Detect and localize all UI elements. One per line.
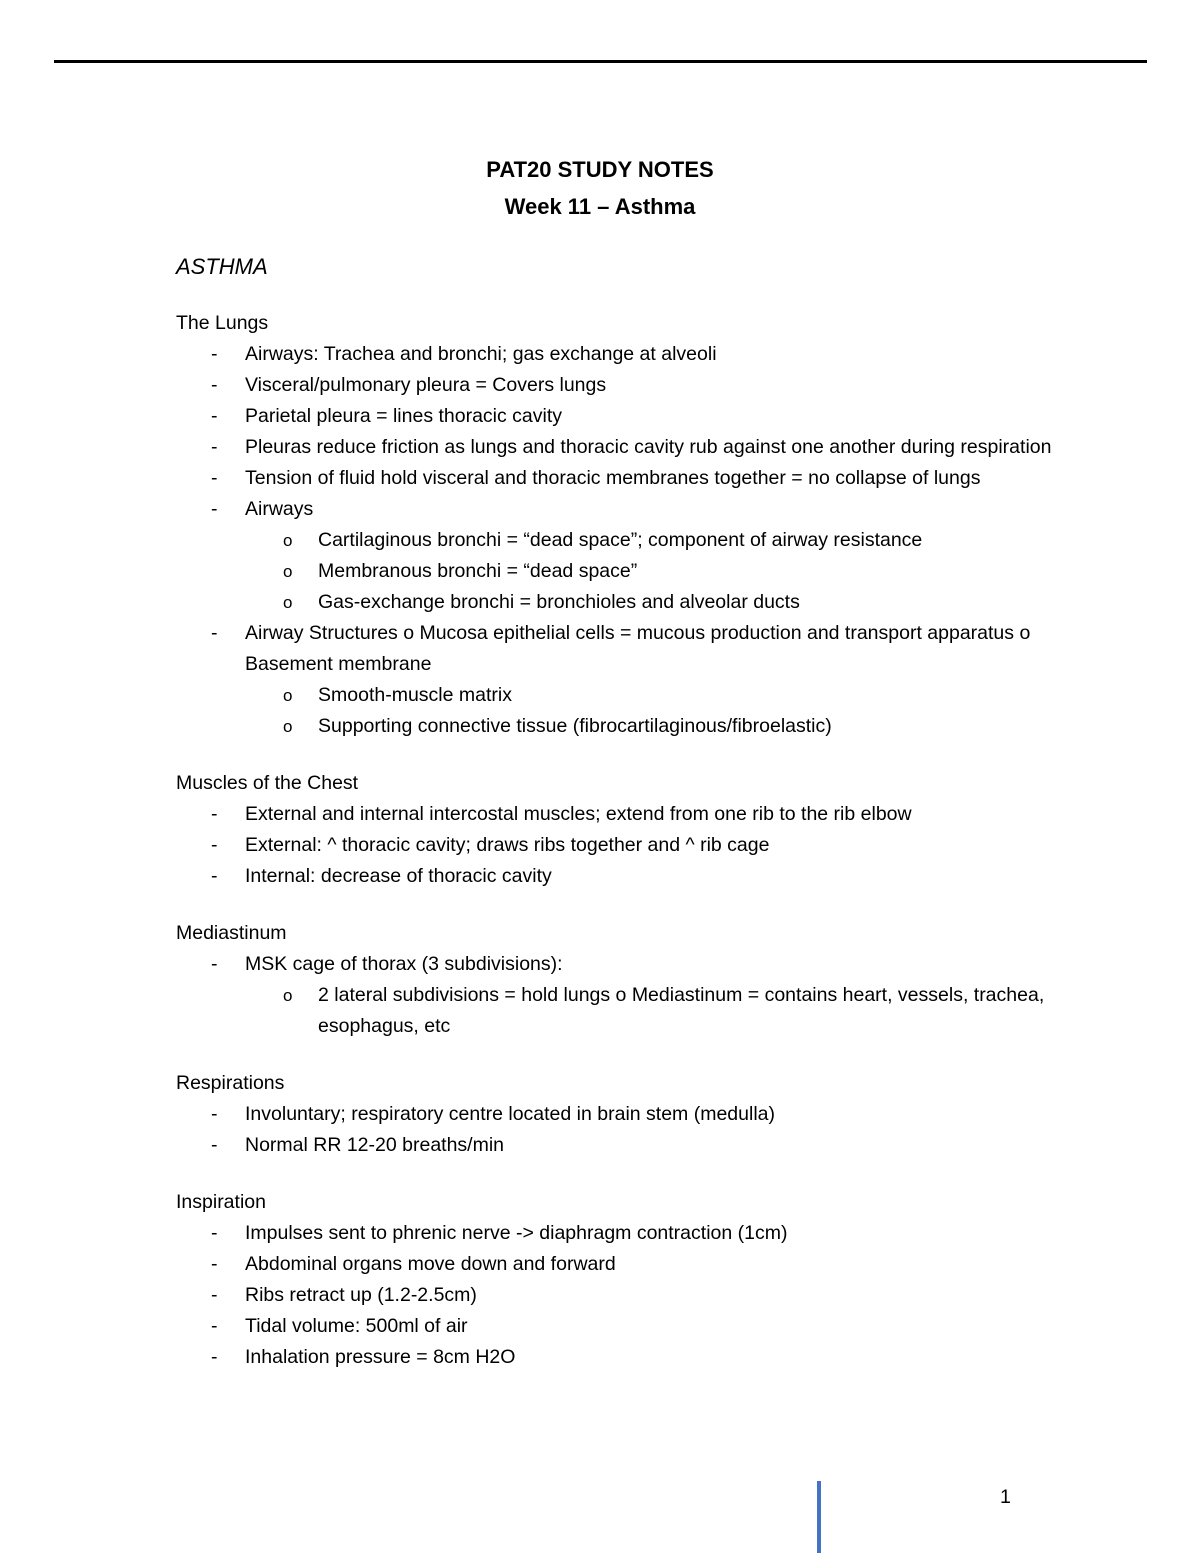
bullet-list (176, 1218, 1056, 1373)
sub-list-item: o Membranous bronchi = “dead space” (176, 556, 1056, 587)
section-mediastinum (176, 918, 1056, 1042)
list-item: - Airway Structures o Mucosa epithelial cells = mucous production and transport apparatus o Basement membrane (176, 618, 1056, 680)
list-item: - Involuntary; respiratory centre located in brain stem (medulla) (176, 1099, 1056, 1130)
section-respirations (176, 1068, 1056, 1161)
sub-list-item: o Smooth-muscle matrix (176, 680, 1056, 711)
list-item: - Internal: decrease of thoracic cavity (176, 861, 1056, 892)
bullet-list (176, 1099, 1056, 1161)
list-item: - Pleuras reduce friction as lungs and thoracic cavity rub against one another during respiration (176, 432, 1056, 463)
topic-heading: ASTHMA (176, 254, 268, 279)
document-subtitle: Week 11 – Asthma (504, 194, 696, 219)
list-item: - Tension of fluid hold visceral and thoracic membranes together = no collapse of lungs (176, 463, 1056, 494)
list-item: - Airways (176, 494, 1056, 525)
sub-list-item: o 2 lateral subdivisions = hold lungs o Mediastinum = contains heart, vessels, trachea, esophagus, etc (176, 980, 1056, 1042)
header-rule (54, 60, 1147, 63)
title-block (0, 151, 1200, 225)
list-item: - MSK cage of thorax (3 subdivisions): (176, 949, 1056, 980)
list-item: - External and internal intercostal muscles; extend from one rib to the rib elbow (176, 799, 1056, 830)
section-chest-muscles (176, 768, 1056, 892)
section-lungs (176, 308, 1056, 742)
section-inspiration (176, 1187, 1056, 1373)
document-body (176, 252, 1056, 1399)
document-title: PAT20 STUDY NOTES (486, 157, 714, 182)
bullet-list (176, 339, 1056, 742)
list-item: - Abdominal organs move down and forward (176, 1249, 1056, 1280)
section-heading: Inspiration (176, 1191, 266, 1213)
list-item: - Tidal volume: 500ml of air (176, 1311, 1056, 1342)
list-item: - Airways: Trachea and bronchi; gas exchange at alveoli (176, 339, 1056, 370)
page-number: 1 (1000, 1486, 1011, 1508)
footer-accent-bar (817, 1481, 821, 1553)
list-item: - Inhalation pressure = 8cm H2O (176, 1342, 1056, 1373)
list-item: - Ribs retract up (1.2-2.5cm) (176, 1280, 1056, 1311)
bullet-list (176, 799, 1056, 892)
section-heading: Respirations (176, 1072, 285, 1094)
section-heading: Mediastinum (176, 922, 287, 944)
list-item: - External: ^ thoracic cavity; draws ribs together and ^ rib cage (176, 830, 1056, 861)
section-heading: Muscles of the Chest (176, 772, 359, 794)
bullet-list (176, 949, 1056, 1042)
list-item: - Normal RR 12-20 breaths/min (176, 1130, 1056, 1161)
list-item: - Visceral/pulmonary pleura = Covers lungs (176, 370, 1056, 401)
sub-list-item: o Supporting connective tissue (fibrocartilaginous/fibroelastic) (176, 711, 1056, 742)
list-item: - Parietal pleura = lines thoracic cavity (176, 401, 1056, 432)
section-heading: The Lungs (176, 312, 269, 334)
sub-list-item: o Gas-exchange bronchi = bronchioles and alveolar ducts (176, 587, 1056, 618)
sub-list-item: o Cartilaginous bronchi = “dead space”; component of airway resistance (176, 525, 1056, 556)
list-item: - Impulses sent to phrenic nerve -> diaphragm contraction (1cm) (176, 1218, 1056, 1249)
